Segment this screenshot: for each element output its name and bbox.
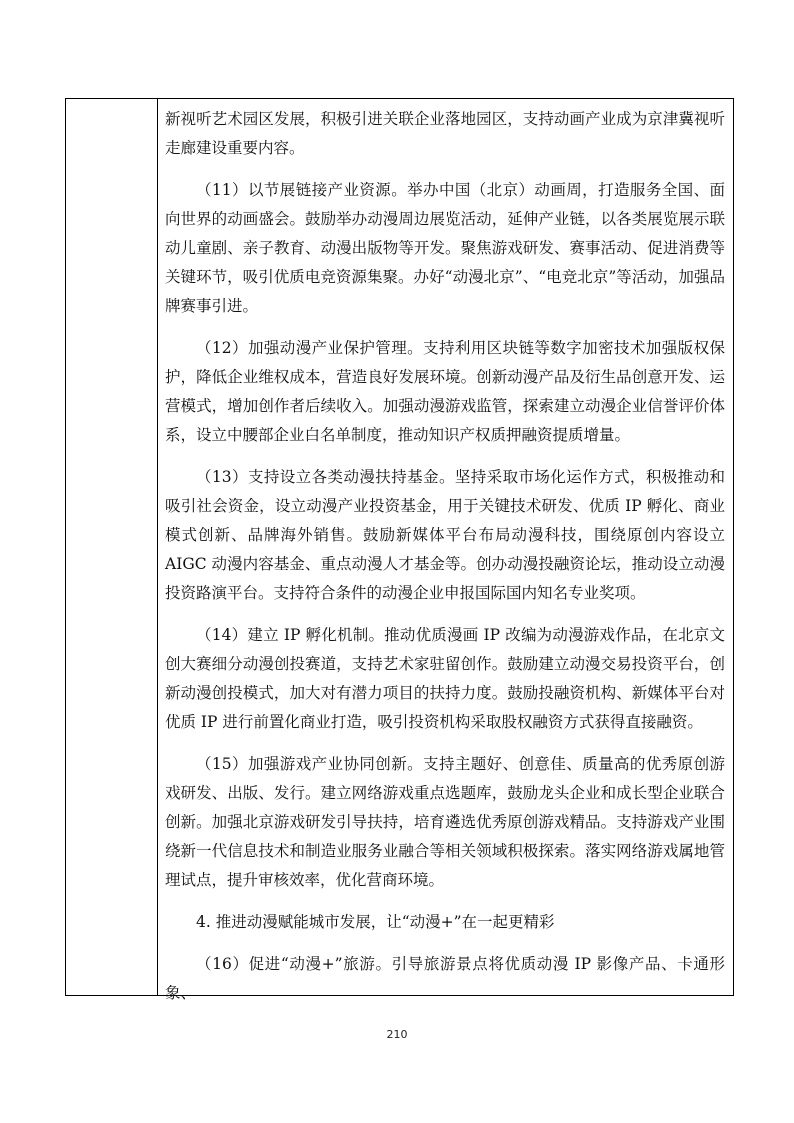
table-left-column: [66, 99, 158, 995]
section-heading-4: 4. 推进动漫赋能城市发展，让“动漫+”在一起更精彩: [196, 913, 555, 931]
paragraph-12: （12）加强动漫产业保护管理。支持利用区块链等数字加密技术加强版权保护，降低企业维权成本，营造良好发展环境。创新动漫产品及衍生品创意开发、运营模式，增加创作者后续收入。加强动漫游戏监管，探索建立动漫企业信誉评价体系，设立中腰部企业白名单制度，推动知识产权质押融资提质增量。: [165, 339, 725, 444]
paragraph-continuation: 新视听艺术园区发展，积极引进关联企业落地园区，支持动画产业成为京津冀视听走廊建设重要内容。: [165, 110, 725, 157]
paragraph-15: （15）加强游戏产业协同创新。支持主题好、创意佳、质量高的优秀原创游戏研发、出版、发行。建立网络游戏重点选题库，鼓励龙头企业和成长型企业联合创新。加强北京游戏研发引导扶持，培育遴选优秀原创游戏精品。支持游戏产业围绕新一代信息技术和制造业服务业融合等相关领域积极探索。落实网络游戏属地管理试点，提升审核效率，优化营商环境。: [165, 755, 725, 889]
table-right-column: [158, 99, 733, 1002]
table-cell-text: [165, 105, 725, 1008]
paragraph-13: （13）支持设立各类动漫扶持基金。坚持采取市场化运作方式，积极推动和吸引社会资金，设立动漫产业投资基金，用于关键技术研发、优质 IP 孵化、商业模式创新、品牌海外销售。鼓励新媒体平台布局动漫科技，围绕原创内容设立 AIGC 动漫内容基金、重点动漫人才基金等。创办动漫投融资论坛，推动设立动漫投资路演平台。支持符合条件的动漫企业申报国际国内知名专业奖项。: [165, 468, 725, 602]
page-number: 210: [386, 1028, 408, 1041]
paragraph-11: （11）以节展链接产业资源。举办中国（北京）动画周，打造服务全国、面向世界的动画盛会。鼓励举办动漫周边展览活动，延伸产业链，以各类展览展示联动儿童剧、亲子教育、动漫出版物等开发。聚焦游戏研发、赛事活动、促进消费等关键环节，吸引优质电竞资源集聚。办好“动漫北京”、“电竞北京”等活动，加强品牌赛事引进。: [165, 181, 725, 315]
content-table: [65, 98, 734, 1002]
paragraph-16: （16）促进“动漫+”旅游。引导旅游景点将优质动漫 IP 影像产品、卡通形象、: [165, 955, 725, 1002]
paragraph-14: （14）建立 IP 孵化机制。推动优质漫画 IP 改编为动漫游戏作品，在北京文创大赛细分动漫创投赛道，支持艺术家驻留创作。鼓励建立动漫交易投资平台，创新动漫创投模式，加大对有潜力项目的扶持力度。鼓励投融资机构、新媒体平台对优质 IP 进行前置化商业打造，吸引投资机构采取股权融资方式获得直接融资。: [165, 626, 725, 731]
